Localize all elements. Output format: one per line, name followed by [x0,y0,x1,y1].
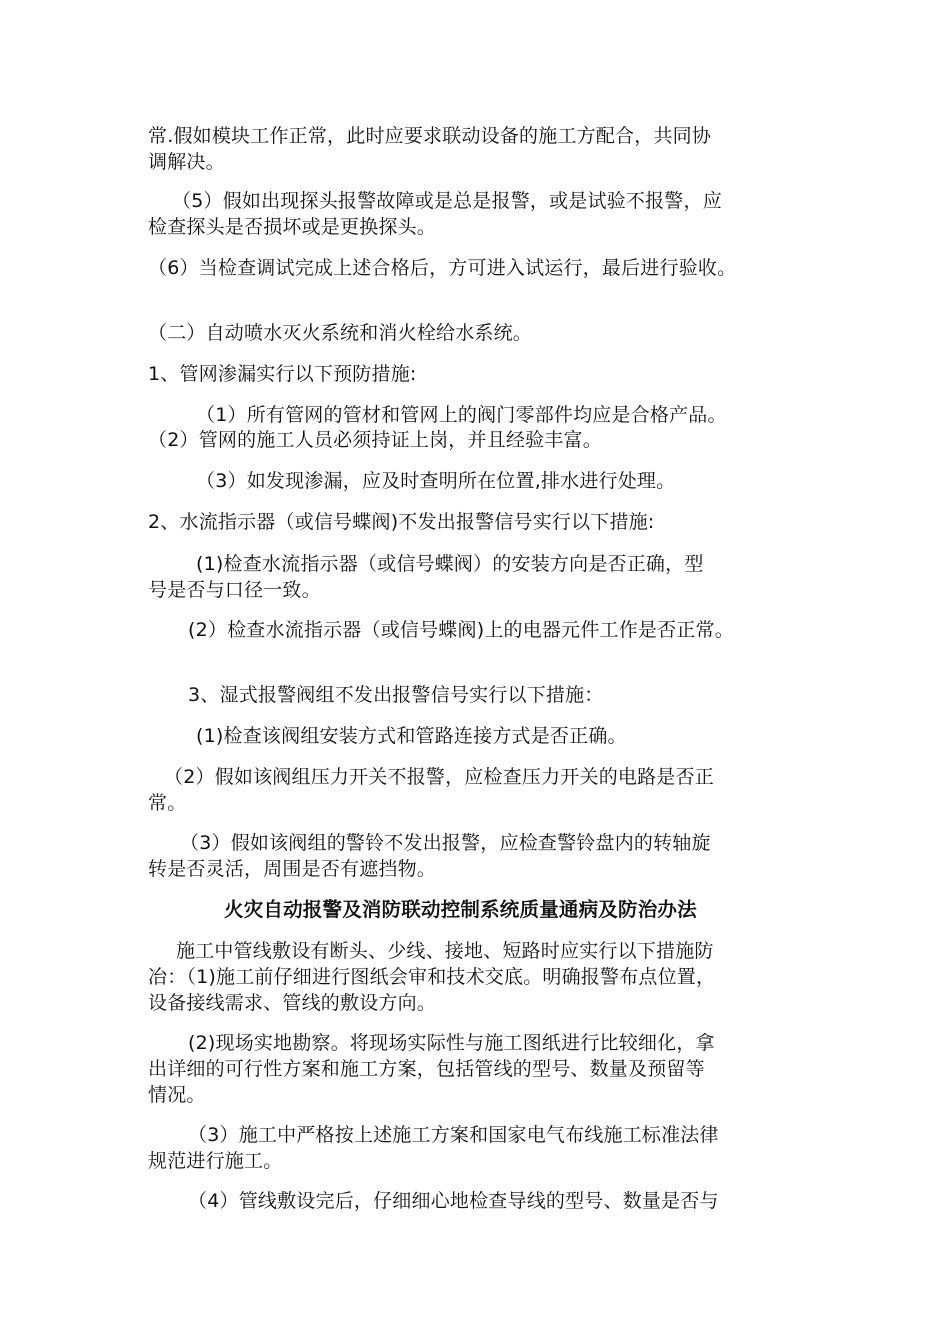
text-line: （3）假如该阀组的警铃不发出报警，应检查警铃盘内的转轴旋 [180,832,711,854]
text-line: 冶：（1)施工前仔细进行图纸会审和技术交底。明确报警布点位置， [148,966,716,988]
text-line: 施工中管线敷设有断头、少线、接地、短路时应实行以下措施防 [176,940,714,962]
text-line: (1)检查该阀组安装方式和管路连接方式是否正确。 [196,725,627,747]
text-line: （5）假如出现探头报警故障或是总是报警，或是试验不报警，应 [172,190,722,212]
section-title: 火灾自动报警及消防联动控制系统质量通病及防治办法 [224,898,697,921]
text-line: 常.假如模块工作正常，此时应要求联动设备的施工方配合，共同协 [148,125,712,147]
text-line: 转是否灵活，周围是否有遮挡物。 [148,858,437,880]
text-line: （3）如发现渗漏，应及时查明所在位置,排水进行处理。 [196,470,676,492]
text-line: 设备接线需求、管线的敷设方向。 [148,992,437,1014]
text-line: 情况。 [148,1084,206,1106]
text-line: （3）施工中严格按上述施工方案和国家电气布线施工标准法律 [188,1124,719,1146]
text-line: (2）检查水流指示器（或信号蝶阀)上的电器元件工作是否正常。 [188,619,734,641]
text-line: （1）所有管网的管材和管网上的阀门零部件均应是合格产品。 [196,404,727,426]
text-line: 2、水流指示器（或信号蝶阀)不发出报警信号实行以下措施: [148,511,655,533]
text-line: （4）管线敷设完后，仔细细心地检查导线的型号、数量是否与 [188,1190,719,1212]
text-line: （6）当检查调试完成上述合格后，方可进入试运行，最后进行验收。 [148,257,737,279]
text-line: 号是否与口径一致。 [148,579,321,601]
text-line: 规范进行施工。 [148,1150,283,1172]
text-line: 3、湿式报警阀组不发出报警信号实行以下措施： [188,684,604,706]
text-line: （2）假如该阀组压力开关不报警，应检查压力开关的电路是否正 [164,766,714,788]
text-line: 出详细的可行性方案和施工方案，包括管线的型号、数量及预留等 [148,1058,705,1080]
text-line: 检查探头是否损坏或是更换探头。 [148,216,437,238]
text-line: 1、管网渗漏实行以下预防措施: [148,363,417,385]
text-line: 调解决。 [148,151,225,173]
text-line: (1)检查水流指示器（或信号蝶阀）的安装方向是否正确，型 [196,553,704,575]
text-line: （2）管网的施工人员必须持证上岗，并且经验丰富。 [148,429,602,451]
text-line: (2)现场实地勘察。将现场实际性与施工图纸进行比较细化，拿 [188,1032,715,1054]
text-line: 常。 [148,792,187,814]
section-heading: （二）自动喷水灭火系统和消火栓给水系统。 [148,322,533,344]
